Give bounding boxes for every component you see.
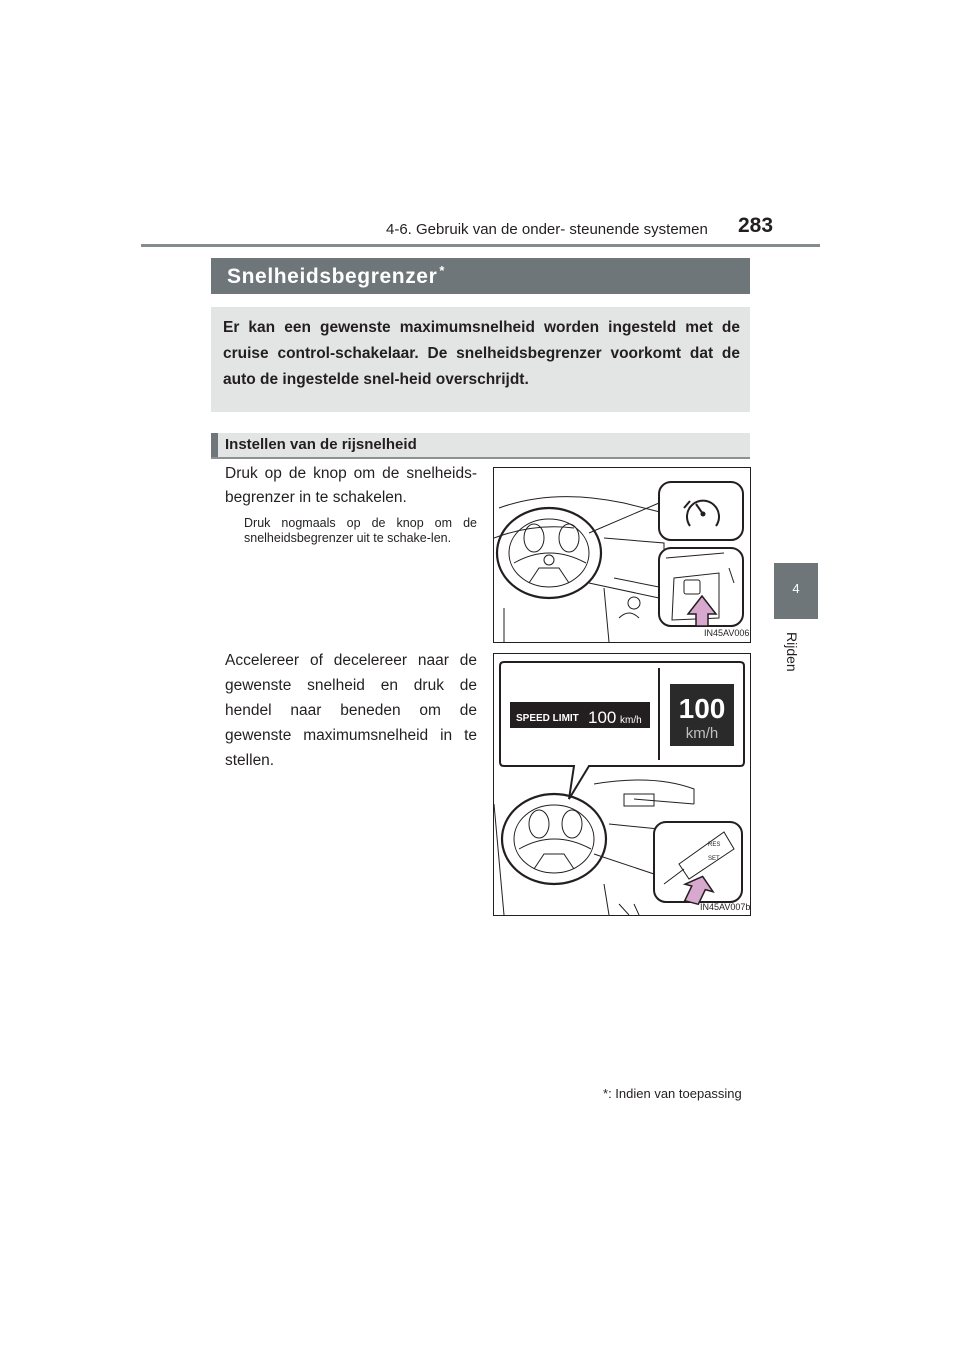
- figure-1-id: IN45AV006: [704, 628, 750, 638]
- section-title: 4-6. Gebruik van de onder- steunende systemen: [386, 221, 708, 238]
- subsection-title: Instellen van de rijsnelheid: [225, 436, 417, 453]
- intro-box: [211, 307, 750, 412]
- steering-wheel-button-illustration: [494, 468, 750, 642]
- lever-label-set: SET: [708, 856, 720, 862]
- chapter-label: Rijden: [784, 632, 800, 672]
- header-rule: [141, 244, 820, 247]
- big-speed-value: 100: [678, 693, 726, 724]
- chapter-number: 4: [792, 581, 800, 596]
- step-2-text: Accelereer of decelereer naar de gewenste snelheid en druk de hendel naar beneden om de gewenste maximumsnelheid in te stellen.: [225, 652, 477, 769]
- step-1-text: Druk op de knop om de snelheids-begrenzer in te schakelen.: [225, 465, 477, 506]
- speed-limit-label: SPEED LIMIT: [516, 713, 579, 724]
- step-1-note: Druk nogmaals op de knop om de snelheidsbegrenzer uit te schake-len.: [244, 516, 477, 545]
- figure-speed-limiter-button: [493, 467, 751, 643]
- applicability-marker: *: [439, 263, 446, 278]
- speed-limit-display-illustration: [494, 654, 750, 915]
- intro-text: Er kan een gewenste maximumsnelheid worden ingesteld met de cruise control-schakelaar. De snelheidsbegrenzer voorkomt dat de auto de ingestelde snel-heid overschrijdt.: [223, 319, 740, 388]
- page-title: [227, 263, 445, 289]
- lever-label-res: RES: [708, 842, 721, 848]
- subsection-accent: [211, 433, 218, 457]
- footnote-text: : Indien van toepassing: [608, 1086, 742, 1101]
- speed-limit-value: 100: [588, 708, 617, 727]
- subsection-header: [211, 433, 750, 459]
- footnote-marker: *: [603, 1086, 609, 1101]
- chapter-tab: [774, 563, 818, 619]
- page-title-text: Snelheidsbegrenzer: [227, 265, 438, 288]
- page-number: 283: [738, 214, 774, 237]
- page-title-bar: [211, 258, 750, 294]
- figure-2-id: IN45AV007b: [700, 902, 751, 912]
- big-speed-unit: km/h: [685, 725, 719, 742]
- footnote: [603, 1086, 742, 1101]
- figure-speed-setting-lever: [493, 653, 751, 916]
- speed-limit-unit: km/h: [620, 715, 642, 726]
